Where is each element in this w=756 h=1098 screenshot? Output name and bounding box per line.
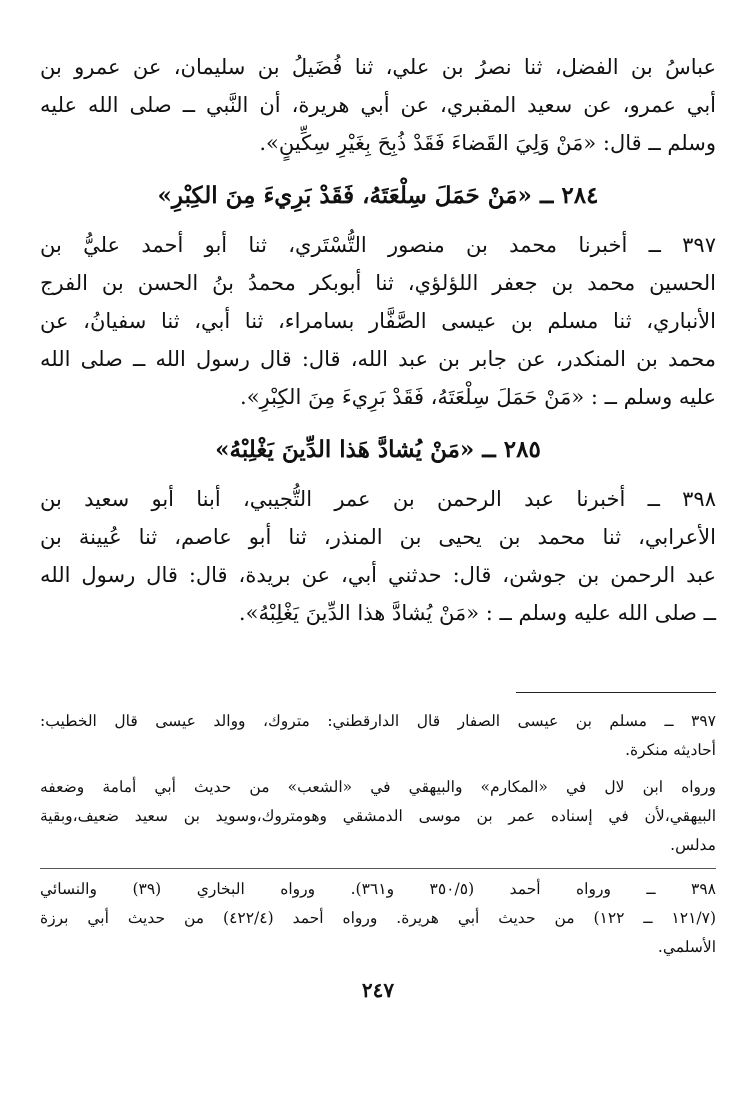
footnote-line: أحاديثه منكرة. xyxy=(625,741,716,759)
footnote-line: (١٢١/٧ ــ ١٢٢) من حديث أبي هريرة. ورواه أحمد (٤٢٢/٤) من حديث أبي برزة xyxy=(40,909,717,927)
footnote-line: مدلس. xyxy=(670,836,716,854)
text-line: محمد بن المنكدر، عن جابر بن عبد الله، قال: قال رسول الله ــ صلى الله xyxy=(40,347,716,371)
hadith-397-paragraph xyxy=(40,226,716,416)
text-line: ٣٩٧ ــ أخبرنا محمد بن منصور التُّسْتَري، ثنا أبو أحمد عليُّ بن xyxy=(40,233,716,257)
text-line: عليه وسلم ــ : «مَنْ حَمَلَ سِلْعَتَهُ، فَقَدْ بَرِيءَ مِنَ الكِبْرِ». xyxy=(240,385,716,409)
book-page xyxy=(40,48,716,1058)
text-line: الحسين محمد بن جعفر اللؤلؤي، ثنا أبوبكر محمدُ بنُ الحسن بن الفرج xyxy=(40,271,716,295)
footnote-397-b xyxy=(40,773,716,860)
text-line: ــ صلى الله عليه وسلم ــ : «مَنْ يُشادَّ هذا الدِّينَ يَغْلِبْهُ». xyxy=(238,601,716,625)
section-number: ٢٨٥ ــ xyxy=(482,436,541,463)
hadith-398-paragraph xyxy=(40,480,716,632)
footnote-line: البيهقي،لأن في إسناده عمر بن موسى الدمشقي وهومتروك،وسويد بن سعيد ضعيف،وبقية xyxy=(40,807,716,825)
text-line: عبد الرحمن بن جوشن، قال: حدثني أبي، عن بريدة، قال: قال رسول الله xyxy=(40,563,716,587)
text-line: الأعرابي، ثنا محمد بن يحيى بن المنذر، ثنا أبو عاصم، ثنا عُيينة بن xyxy=(40,525,716,549)
text-line: عباسُ بن الفضل، ثنا نصرُ بن علي، ثنا فُضَيلُ بن سليمان، عن عمرو بن xyxy=(40,55,716,79)
section-title: «مَنْ يُشادَّ هَذا الدِّينَ يَغْلِبْهُ» xyxy=(215,436,475,463)
footnote-398 xyxy=(40,868,716,962)
footnote-line: الأسلمي. xyxy=(657,938,716,956)
text-line: وسلم ــ قال: «مَنْ وَلِيَ القَضاءَ فَقَدْ ذُبِحَ بِغَيْرِ سِكِّينٍ». xyxy=(259,131,716,155)
section-number: ٢٨٤ ــ xyxy=(539,182,599,209)
text-line: ٣٩٨ ــ أخبرنا عبد الرحمن بن عمر التُّجيبي، أبنا أبو سعيد بن xyxy=(40,487,716,511)
text-line: الأنباري، ثنا مسلم بن عيسى الصَّفَّار بسامراء، ثنا أبي، ثنا سفيانُ، عن xyxy=(40,309,716,333)
footnotes xyxy=(40,707,716,962)
intro-paragraph xyxy=(40,48,716,162)
section-heading-285 xyxy=(40,430,716,470)
section-title: «مَنْ حَمَلَ سِلْعَتَهُ، فَقَدْ بَرِيءَ مِنَ الكِبْرِ» xyxy=(157,182,532,209)
footnote-line: ٣٩٨ ــ ورواه أحمد (٣٥٠/٥ و٣٦١). ورواه البخاري (٣٩) والنسائي xyxy=(40,880,716,898)
footnote-line: ورواه ابن لال في «المكارم» والبيهقي في «الشعب» من حديث أبي أمامة وضعفه xyxy=(40,778,716,796)
text-line: أبي عمرو، عن سعيد المقبري، عن أبي هريرة، أن النَّبي ــ صلى الله عليه xyxy=(40,93,716,117)
footnote-line: ٣٩٧ ــ مسلم بن عيسى الصفار قال الدارقطني: متروك، ووالد عيسى قال الخطيب: xyxy=(40,712,716,730)
page-number: ٢٤٧ xyxy=(361,978,395,1002)
footnote-separator xyxy=(516,692,716,693)
footnote-397-a xyxy=(40,707,716,765)
section-heading-284 xyxy=(40,176,716,216)
